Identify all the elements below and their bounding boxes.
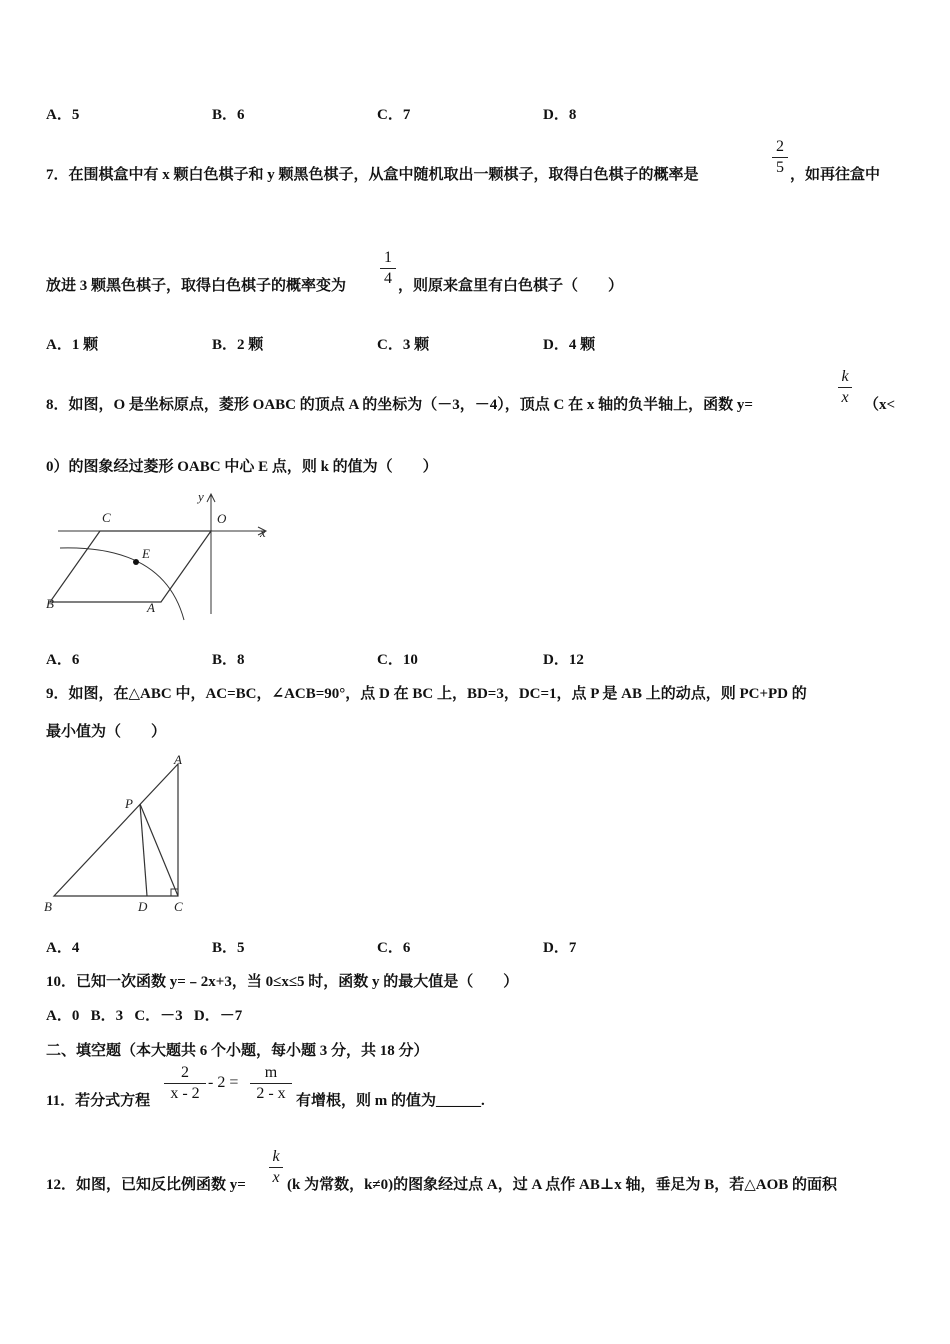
q7-option-b: B．2 颗 — [212, 337, 264, 353]
q8-line1-text: 8．如图，O 是坐标原点，菱形 OABC 的顶点 A 的坐标为（－3，－4），顶点 C 在 x 轴的负半轴上，函数 y= — [46, 397, 753, 413]
label-o: O — [217, 511, 227, 526]
label-y: y — [198, 490, 204, 504]
q7-frac1-denominator: 5 — [776, 159, 784, 176]
q11-minus-two-equals: - 2 = — [208, 1074, 239, 1091]
q8-line2-text: 0）的图象经过菱形 OABC 中心 E 点，则 k 的值为（ ） — [46, 459, 438, 475]
q9-option-b: B．5 — [212, 940, 245, 956]
q7-line1-tail: ，如再往盒中 — [790, 167, 881, 183]
q11-frac1-numerator: 2 — [181, 1064, 189, 1081]
q11-frac2-denominator: 2 - x — [256, 1085, 286, 1102]
q11-before-text: 11．若分式方程 — [46, 1093, 151, 1109]
q12-fraction-k-x — [269, 1148, 283, 1187]
q9-option-d: D．7 — [543, 940, 577, 956]
q7-fraction-2-5 — [772, 138, 788, 177]
q7-line2-tail: ，则原来盒里有白色棋子（ ） — [398, 278, 624, 294]
q6-option-b: B．6 — [212, 107, 245, 123]
q11-frac1-denominator: x - 2 — [170, 1085, 200, 1102]
q7-option-d: D．4 颗 — [543, 337, 596, 353]
q7-frac1-numerator: 2 — [776, 138, 784, 155]
q7-line1-text: 7．在围棋盒中有 x 颗白色棋子和 y 颗黑色棋子，从盒中随机取出一颗棋子，取得白色棋子的概率是 — [46, 167, 699, 183]
q8-frac-numerator: k — [841, 368, 849, 385]
q6-option-c: C．7 — [377, 107, 411, 123]
q11-after-text: 有增根，则 m 的值为______. — [296, 1093, 485, 1109]
q9-line2-text: 最小值为（ ） — [46, 724, 167, 740]
label-c: C — [174, 899, 183, 914]
q12-frac-denominator: x — [272, 1169, 280, 1186]
q8-rhombus-figure — [44, 490, 276, 628]
q6-option-d: D．8 — [543, 107, 577, 123]
label-a: A — [174, 752, 182, 767]
label-e: E — [142, 546, 150, 561]
label-b: B — [44, 899, 52, 914]
q7-fraction-1-4 — [380, 249, 396, 288]
label-b: B — [46, 596, 54, 611]
label-d: D — [138, 899, 148, 914]
triangle-abc — [54, 764, 178, 896]
q7-line2-text: 放进 3 颗黑色棋子，取得白色棋子的概率变为 — [46, 278, 347, 294]
q7-option-c: C．3 颗 — [377, 337, 430, 353]
q11-frac2-numerator: m — [264, 1064, 278, 1081]
q11-fraction-left — [164, 1064, 206, 1103]
q8-option-d: D．12 — [543, 652, 584, 668]
label-x: x — [260, 525, 266, 540]
q8-fraction-k-x — [838, 368, 852, 407]
q6-option-a: A．5 — [46, 107, 80, 123]
section-2-heading: 二、填空题（本大题共 6 个小题，每小题 3 分，共 18 分） — [46, 1043, 429, 1059]
q12-frac-numerator: k — [272, 1148, 280, 1165]
q8-option-b: B．8 — [212, 652, 245, 668]
label-p: P — [125, 796, 133, 811]
q11-fraction-right — [250, 1064, 292, 1103]
label-a: A — [147, 600, 155, 615]
q10-options: A．0 B．3 C．－3 D．－7 — [46, 1008, 243, 1024]
q7-frac2-numerator: 1 — [384, 249, 392, 266]
q12-after-text: (k 为常数，k≠0)的图象经过点 A，过 A 点作 AB⊥x 轴，垂足为 B，若△AOB 的面积 — [287, 1177, 838, 1193]
point-e-dot — [133, 559, 139, 565]
q9-option-c: C．6 — [377, 940, 411, 956]
q12-before-text: 12．如图，已知反比例函数 y= — [46, 1177, 246, 1193]
q8-option-a: A．6 — [46, 652, 80, 668]
q9-option-a: A．4 — [46, 940, 80, 956]
q8-line1-tail: （x< — [864, 397, 896, 413]
q9-line1-text: 9．如图，在△ABC 中，AC=BC，∠ACB=90°，点 D 在 BC 上，BD=3，DC=1，点 P 是 AB 上的动点，则 PC+PD 的 — [46, 686, 807, 702]
label-c: C — [102, 510, 111, 525]
q7-frac2-denominator: 4 — [384, 270, 392, 287]
q8-option-c: C．10 — [377, 652, 418, 668]
q10-line1-text: 10．已知一次函数 y=﹣2x+3，当 0≤x≤5 时，函数 y 的最大值是（ ） — [46, 974, 519, 990]
q7-option-a: A．1 颗 — [46, 337, 99, 353]
rhombus-oabc — [50, 531, 211, 602]
q8-frac-denominator: x — [841, 389, 849, 406]
q9-triangle-figure — [44, 750, 194, 918]
hyperbola-curve — [60, 548, 184, 620]
